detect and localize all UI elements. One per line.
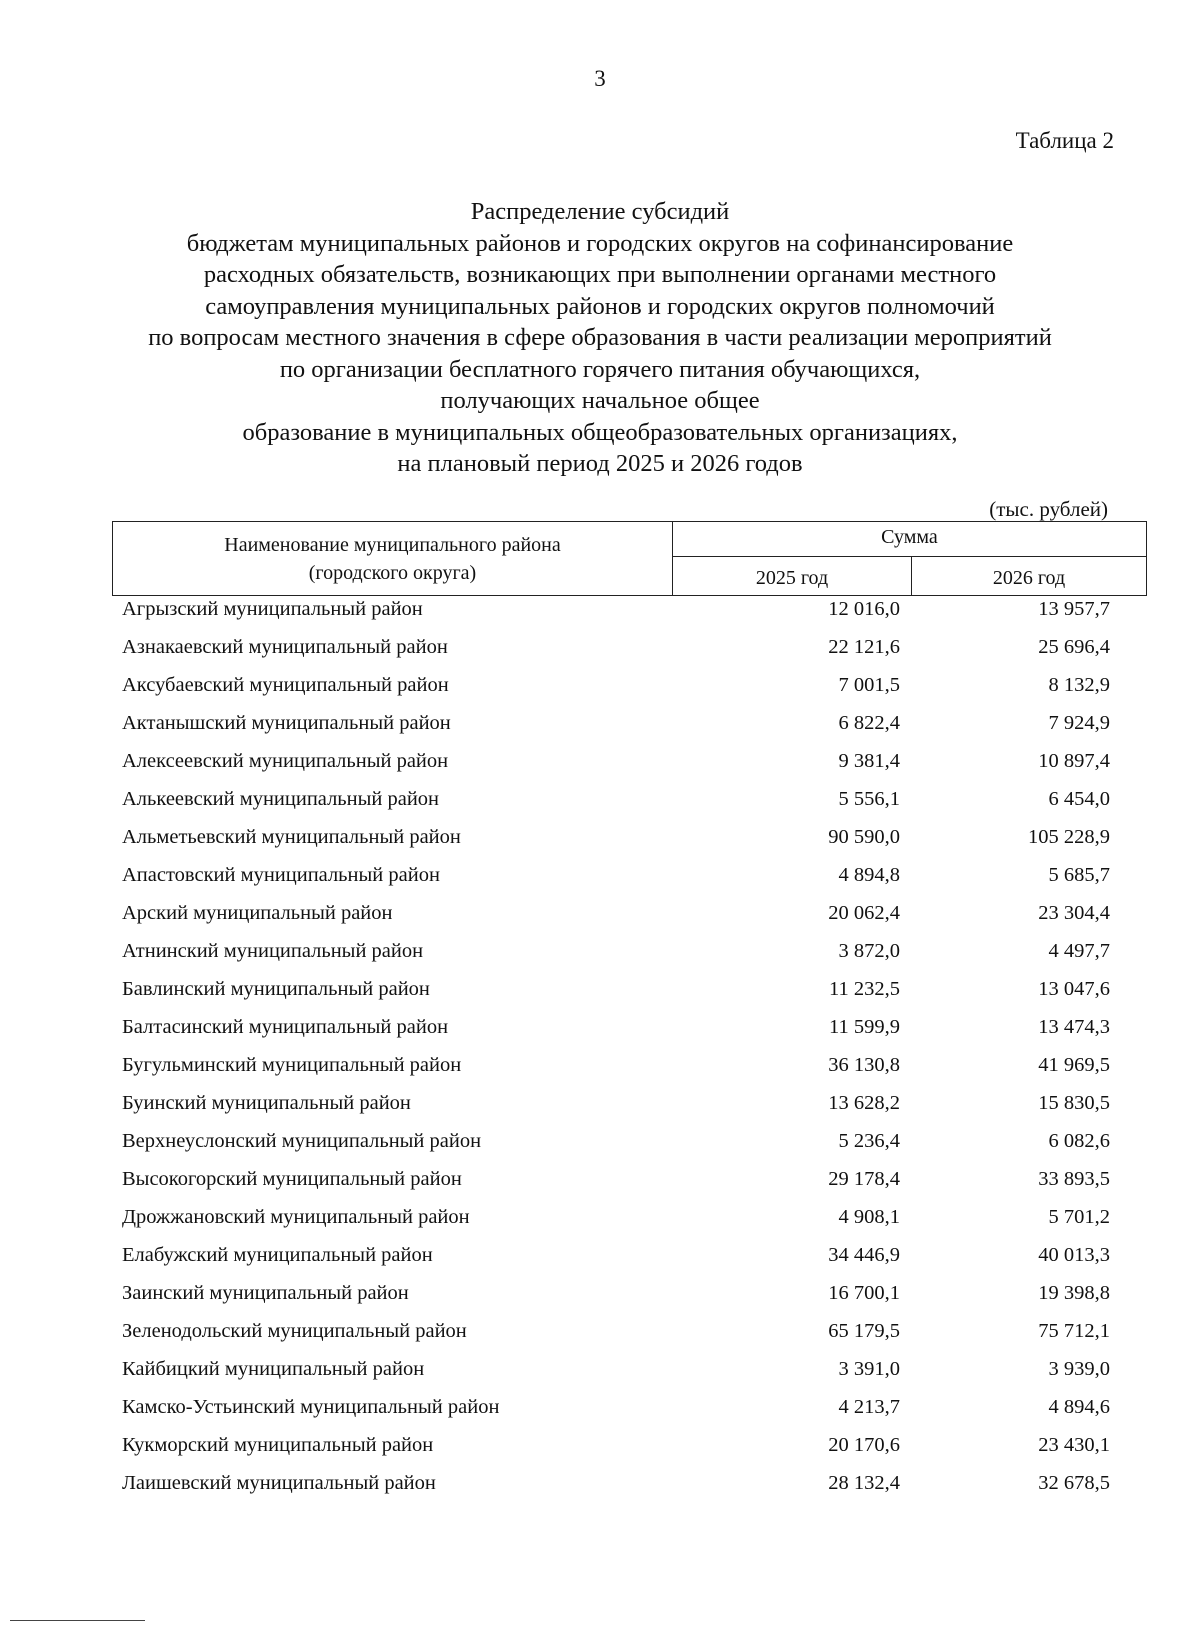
district-name-cell: Актанышский муниципальный район xyxy=(122,712,451,734)
value-2026-cell: 3 939,0 xyxy=(1048,1358,1110,1380)
value-2025-cell: 36 130,8 xyxy=(828,1054,900,1076)
table-row xyxy=(0,1084,1200,1122)
table-row xyxy=(0,628,1200,666)
value-2026-cell: 7 924,9 xyxy=(1048,712,1110,734)
value-2025-cell: 6 822,4 xyxy=(838,712,900,734)
title-line: образование в муниципальных общеобразовательных организациях, xyxy=(242,418,958,446)
value-2025-cell: 5 556,1 xyxy=(838,788,900,810)
value-2026-cell: 32 678,5 xyxy=(1038,1472,1110,1494)
value-2026-cell: 6 454,0 xyxy=(1048,788,1110,810)
district-name-cell: Высокогорский муниципальный район xyxy=(122,1168,462,1190)
district-name-cell: Верхнеуслонский муниципальный район xyxy=(122,1130,482,1152)
district-name-cell: Агрызский муниципальный район xyxy=(122,598,423,620)
value-2025-cell: 3 391,0 xyxy=(838,1358,900,1380)
value-2026-cell: 13 957,7 xyxy=(1038,598,1110,620)
value-2026-cell: 10 897,4 xyxy=(1038,750,1110,772)
value-2026-cell: 41 969,5 xyxy=(1038,1054,1110,1076)
table-row xyxy=(0,742,1200,780)
value-2026-cell: 25 696,4 xyxy=(1038,636,1110,658)
district-name-cell: Бугульминский муниципальный район xyxy=(122,1054,462,1076)
table-row xyxy=(0,1160,1200,1198)
district-name-cell: Камско-Устьинский муниципальный район xyxy=(122,1396,500,1418)
title-line: расходных обязательств, возникающих при выполнении органами местного xyxy=(203,261,997,288)
value-2026-cell: 5 701,2 xyxy=(1048,1206,1110,1228)
table-row xyxy=(0,1350,1200,1388)
table-row xyxy=(0,1312,1200,1350)
value-2026-cell: 33 893,5 xyxy=(1038,1168,1110,1190)
district-name-cell: Кайбицкий муниципальный район xyxy=(122,1358,425,1380)
district-name-cell: Азнакаевский муниципальный район xyxy=(122,636,448,658)
value-2026-cell: 105 228,9 xyxy=(1028,826,1110,848)
value-2025-cell: 28 132,4 xyxy=(828,1472,900,1494)
district-name-cell: Бавлинский муниципальный район xyxy=(122,978,430,1000)
district-name-cell: Заинский муниципальный район xyxy=(122,1282,409,1304)
header-name-line2: (городского округа) xyxy=(308,561,477,584)
value-2025-cell: 12 016,0 xyxy=(828,598,900,620)
value-2025-cell: 20 170,6 xyxy=(828,1434,900,1456)
value-2025-cell: 11 232,5 xyxy=(829,978,900,1000)
table-row xyxy=(0,932,1200,970)
table-body xyxy=(0,590,1200,1502)
value-2025-cell: 4 908,1 xyxy=(838,1206,900,1228)
value-2026-cell: 40 013,3 xyxy=(1038,1244,1110,1266)
value-2025-cell: 3 872,0 xyxy=(838,940,900,962)
title-line: на плановый период 2025 и 2026 годов xyxy=(397,450,803,477)
value-2025-cell: 4 213,7 xyxy=(838,1396,900,1418)
value-2025-cell: 11 599,9 xyxy=(829,1016,900,1038)
value-2026-cell: 6 082,6 xyxy=(1048,1130,1110,1152)
district-name-cell: Альметьевский муниципальный район xyxy=(122,826,461,848)
title-line: Распределение субсидий xyxy=(470,198,730,225)
value-2026-cell: 8 132,9 xyxy=(1048,674,1110,696)
value-2025-cell: 5 236,4 xyxy=(838,1130,900,1152)
value-2025-cell: 7 001,5 xyxy=(838,674,900,696)
value-2026-cell: 23 430,1 xyxy=(1038,1434,1110,1456)
district-name-cell: Дрожжановский муниципальный район xyxy=(122,1206,470,1228)
value-2025-cell: 90 590,0 xyxy=(828,826,900,848)
value-2026-cell: 13 047,6 xyxy=(1038,978,1110,1000)
value-2026-cell: 23 304,4 xyxy=(1038,902,1110,924)
table-label: Таблица 2 xyxy=(1015,128,1114,153)
table-row xyxy=(0,818,1200,856)
district-name-cell: Кукморский муниципальный район xyxy=(122,1434,434,1456)
district-name-cell: Буинский муниципальный район xyxy=(122,1092,411,1114)
page-number: 3 xyxy=(594,66,606,91)
title-line: бюджетам муниципальных районов и городских округов на софинансирование xyxy=(186,229,1014,257)
table-row xyxy=(0,1198,1200,1236)
value-2025-cell: 20 062,4 xyxy=(828,902,900,924)
district-name-cell: Лаишевский муниципальный район xyxy=(122,1472,436,1494)
table-row xyxy=(0,1464,1200,1502)
table-row xyxy=(0,1236,1200,1274)
table-row xyxy=(0,590,1200,628)
header-year-2026: 2026 год xyxy=(992,567,1066,589)
value-2026-cell: 4 894,6 xyxy=(1048,1396,1110,1418)
header-name-cell xyxy=(113,522,673,595)
title-line: по организации бесплатного горячего питания обучающихся, xyxy=(279,355,921,383)
title-line: по вопросам местного значения в сфере образования в части реализации мероприятий xyxy=(148,324,1052,351)
table-row xyxy=(0,1274,1200,1312)
value-2025-cell: 29 178,4 xyxy=(828,1168,900,1190)
footer-divider xyxy=(10,1620,145,1621)
table-row xyxy=(0,894,1200,932)
table-row xyxy=(0,1008,1200,1046)
district-name-cell: Атнинский муниципальный район xyxy=(122,940,424,962)
district-name-cell: Арский муниципальный район xyxy=(122,902,393,924)
table-row xyxy=(0,704,1200,742)
table-row xyxy=(0,1426,1200,1464)
table-row xyxy=(0,856,1200,894)
units-label: (тыс. рублей) xyxy=(989,497,1108,521)
district-name-cell: Алексеевский муниципальный район xyxy=(122,750,449,772)
value-2026-cell: 19 398,8 xyxy=(1038,1282,1110,1304)
table-row xyxy=(0,780,1200,818)
table-row xyxy=(0,970,1200,1008)
title-line: получающих начальное общее xyxy=(440,387,760,414)
value-2025-cell: 9 381,4 xyxy=(838,750,900,772)
value-2026-cell: 5 685,7 xyxy=(1048,864,1110,886)
value-2026-cell: 4 497,7 xyxy=(1048,940,1110,962)
value-2025-cell: 34 446,9 xyxy=(828,1244,900,1266)
value-2025-cell: 16 700,1 xyxy=(828,1282,900,1304)
district-name-cell: Зеленодольский муниципальный район xyxy=(122,1320,467,1342)
district-name-cell: Апастовский муниципальный район xyxy=(122,864,440,886)
document-title xyxy=(60,196,1140,480)
value-2025-cell: 65 179,5 xyxy=(828,1320,900,1342)
district-name-cell: Алькеевский муниципальный район xyxy=(122,788,440,810)
district-name-cell: Аксубаевский муниципальный район xyxy=(122,674,449,696)
table-header xyxy=(112,521,1147,596)
value-2025-cell: 13 628,2 xyxy=(828,1092,900,1114)
table-row xyxy=(0,1122,1200,1160)
value-2026-cell: 75 712,1 xyxy=(1038,1320,1110,1342)
value-2025-cell: 22 121,6 xyxy=(828,636,900,658)
header-name-line1: Наименование муниципального района xyxy=(224,533,561,556)
district-name-cell: Балтасинский муниципальный район xyxy=(122,1016,449,1038)
title-line: самоуправления муниципальных районов и городских округов полномочий xyxy=(205,292,995,320)
district-name-cell: Елабужский муниципальный район xyxy=(122,1244,433,1266)
table-row xyxy=(0,1388,1200,1426)
value-2025-cell: 4 894,8 xyxy=(838,864,900,886)
table-row xyxy=(0,1046,1200,1084)
table-row xyxy=(0,666,1200,704)
value-2026-cell: 13 474,3 xyxy=(1038,1016,1110,1038)
header-sum-cell: Сумма xyxy=(673,522,1146,557)
value-2026-cell: 15 830,5 xyxy=(1038,1092,1110,1114)
header-year-2025: 2025 год xyxy=(673,557,912,595)
